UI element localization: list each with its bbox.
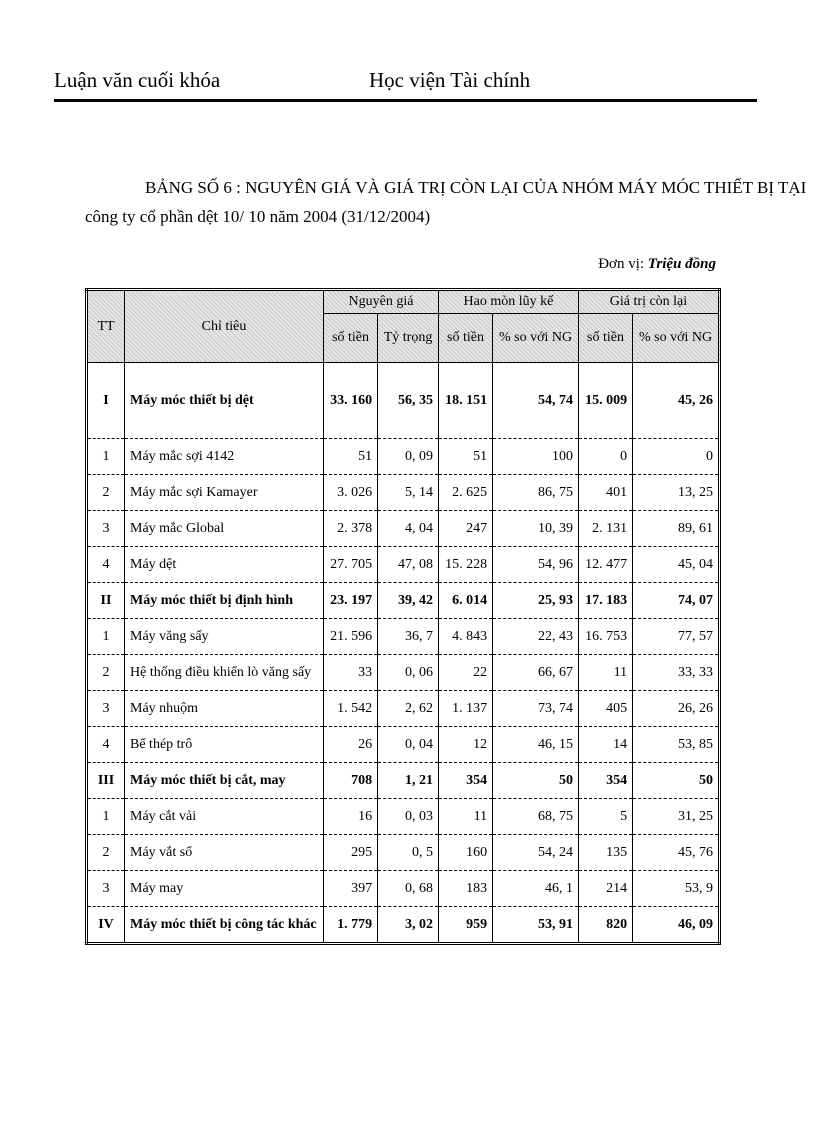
table-title-line2: công ty cổ phần dệt 10/ 10 năm 2004 (31/12/2004) (85, 207, 431, 226)
cell-con-lai-pct: 33, 33 (633, 655, 720, 691)
table-row (87, 619, 720, 655)
cell-nguyen-gia: 27. 705 (324, 547, 378, 583)
table-row (87, 691, 720, 727)
header-ng-so-tien: số tiền (324, 314, 378, 363)
cell-name: Bể thép trô (125, 727, 324, 763)
cell-con-lai: 354 (578, 763, 632, 799)
header-cl-so-tien: số tiền (578, 314, 632, 363)
cell-name: Máy móc thiết bị định hình (125, 583, 324, 619)
header-tt: TT (87, 290, 125, 363)
table-title-line1: BẢNG SỐ 6 : NGUYÊN GIÁ VÀ GIÁ TRỊ CÒN LẠI CỦA NHÓM MÁY MÓC THIẾT BỊ TẠI (145, 178, 807, 197)
cell-name: Máy may (125, 871, 324, 907)
cell-tt: 2 (87, 475, 125, 511)
cell-nguyen-gia: 397 (324, 871, 378, 907)
cell-nguyen-gia: 1. 542 (324, 691, 378, 727)
cell-con-lai: 5 (578, 799, 632, 835)
cell-con-lai: 401 (578, 475, 632, 511)
header-right: Học viện Tài chính (369, 68, 531, 92)
table-row (87, 547, 720, 583)
table-group-row (87, 363, 720, 439)
cell-con-lai-pct: 50 (633, 763, 720, 799)
header-left: Luận văn cuối khóa (54, 68, 221, 92)
cell-hao-mon: 247 (438, 511, 492, 547)
cell-ty-trong: 47, 08 (378, 547, 439, 583)
cell-name: Máy vắt sổ (125, 835, 324, 871)
table-group-row (87, 907, 720, 944)
cell-tt: 3 (87, 511, 125, 547)
cell-ty-trong: 0, 5 (378, 835, 439, 871)
cell-name: Máy cắt vải (125, 799, 324, 835)
unit-note (598, 256, 716, 273)
cell-ty-trong: 39, 42 (378, 583, 439, 619)
cell-hao-mon: 51 (438, 439, 492, 475)
cell-hao-mon: 959 (438, 907, 492, 944)
asset-table (85, 288, 721, 945)
cell-name: Máy dệt (125, 547, 324, 583)
cell-nguyen-gia: 26 (324, 727, 378, 763)
cell-con-lai-pct: 45, 76 (633, 835, 720, 871)
cell-tt: 2 (87, 835, 125, 871)
header-hm-pct: % so với NG (493, 314, 579, 363)
header-ty-trong: Tỷ trọng (378, 314, 439, 363)
cell-con-lai-pct: 53, 9 (633, 871, 720, 907)
cell-con-lai: 135 (578, 835, 632, 871)
header-hm-so-tien: số tiền (438, 314, 492, 363)
cell-hao-mon: 22 (438, 655, 492, 691)
cell-con-lai: 14 (578, 727, 632, 763)
cell-name: Hệ thống điều khiển lò văng sấy (125, 655, 324, 691)
cell-hao-mon-pct: 66, 67 (493, 655, 579, 691)
cell-ty-trong: 4, 04 (378, 511, 439, 547)
cell-ty-trong: 0, 03 (378, 799, 439, 835)
cell-hao-mon-pct: 86, 75 (493, 475, 579, 511)
cell-nguyen-gia: 23. 197 (324, 583, 378, 619)
cell-hao-mon-pct: 53, 91 (493, 907, 579, 944)
cell-hao-mon: 4. 843 (438, 619, 492, 655)
cell-nguyen-gia: 16 (324, 799, 378, 835)
cell-name: Máy mắc Global (125, 511, 324, 547)
cell-tt: 1 (87, 619, 125, 655)
table-row (87, 871, 720, 907)
table-body (87, 363, 720, 944)
cell-con-lai: 405 (578, 691, 632, 727)
header-nguyen-gia: Nguyên giá (324, 290, 439, 314)
cell-hao-mon-pct: 54, 74 (493, 363, 579, 439)
cell-tt: 3 (87, 691, 125, 727)
table-row (87, 439, 720, 475)
cell-hao-mon-pct: 46, 15 (493, 727, 579, 763)
cell-hao-mon-pct: 50 (493, 763, 579, 799)
cell-name: Máy mắc sợi Kamayer (125, 475, 324, 511)
cell-hao-mon: 15. 228 (438, 547, 492, 583)
cell-con-lai: 214 (578, 871, 632, 907)
cell-name: Máy mắc sợi 4142 (125, 439, 324, 475)
cell-tt: 4 (87, 547, 125, 583)
table-row (87, 799, 720, 835)
cell-tt: 1 (87, 439, 125, 475)
cell-nguyen-gia: 295 (324, 835, 378, 871)
cell-nguyen-gia: 33. 160 (324, 363, 378, 439)
cell-hao-mon: 183 (438, 871, 492, 907)
cell-con-lai-pct: 0 (633, 439, 720, 475)
table-row (87, 655, 720, 691)
cell-hao-mon-pct: 68, 75 (493, 799, 579, 835)
cell-name: Máy nhuộm (125, 691, 324, 727)
cell-con-lai-pct: 89, 61 (633, 511, 720, 547)
unit-value: Triệu đồng (647, 256, 716, 272)
cell-ty-trong: 0, 06 (378, 655, 439, 691)
cell-ty-trong: 36, 7 (378, 619, 439, 655)
cell-con-lai: 17. 183 (578, 583, 632, 619)
cell-nguyen-gia: 2. 378 (324, 511, 378, 547)
cell-nguyen-gia: 708 (324, 763, 378, 799)
header-con-lai: Giá trị còn lại (578, 290, 719, 314)
cell-con-lai: 15. 009 (578, 363, 632, 439)
cell-tt: 3 (87, 871, 125, 907)
cell-hao-mon-pct: 25, 93 (493, 583, 579, 619)
cell-con-lai-pct: 45, 04 (633, 547, 720, 583)
cell-tt: II (87, 583, 125, 619)
cell-ty-trong: 56, 35 (378, 363, 439, 439)
cell-hao-mon: 12 (438, 727, 492, 763)
cell-hao-mon-pct: 46, 1 (493, 871, 579, 907)
cell-ty-trong: 0, 04 (378, 727, 439, 763)
cell-name: Máy văng sấy (125, 619, 324, 655)
header-rule (54, 99, 757, 102)
cell-con-lai-pct: 46, 09 (633, 907, 720, 944)
cell-ty-trong: 5, 14 (378, 475, 439, 511)
cell-con-lai-pct: 53, 85 (633, 727, 720, 763)
cell-tt: IV (87, 907, 125, 944)
cell-ty-trong: 0, 68 (378, 871, 439, 907)
cell-hao-mon: 354 (438, 763, 492, 799)
cell-con-lai: 12. 477 (578, 547, 632, 583)
table-row (87, 727, 720, 763)
cell-hao-mon-pct: 54, 96 (493, 547, 579, 583)
cell-tt: 1 (87, 799, 125, 835)
header-chi-tieu: Chỉ tiêu (125, 290, 324, 363)
cell-nguyen-gia: 3. 026 (324, 475, 378, 511)
cell-tt: III (87, 763, 125, 799)
cell-hao-mon: 160 (438, 835, 492, 871)
cell-con-lai-pct: 45, 26 (633, 363, 720, 439)
cell-nguyen-gia: 51 (324, 439, 378, 475)
cell-con-lai: 11 (578, 655, 632, 691)
cell-nguyen-gia: 33 (324, 655, 378, 691)
cell-con-lai-pct: 26, 26 (633, 691, 720, 727)
cell-ty-trong: 3, 02 (378, 907, 439, 944)
cell-con-lai: 820 (578, 907, 632, 944)
cell-nguyen-gia: 1. 779 (324, 907, 378, 944)
cell-hao-mon-pct: 54, 24 (493, 835, 579, 871)
cell-hao-mon-pct: 10, 39 (493, 511, 579, 547)
cell-hao-mon-pct: 100 (493, 439, 579, 475)
cell-name: Máy móc thiết bị cắt, may (125, 763, 324, 799)
cell-con-lai-pct: 77, 57 (633, 619, 720, 655)
unit-label: Đơn vị: (598, 256, 645, 272)
table-row (87, 475, 720, 511)
table-row (87, 511, 720, 547)
cell-hao-mon: 1. 137 (438, 691, 492, 727)
cell-con-lai: 0 (578, 439, 632, 475)
cell-hao-mon: 6. 014 (438, 583, 492, 619)
cell-name: Máy móc thiết bị công tác khác (125, 907, 324, 944)
cell-con-lai-pct: 74, 07 (633, 583, 720, 619)
cell-tt: 2 (87, 655, 125, 691)
cell-con-lai-pct: 31, 25 (633, 799, 720, 835)
cell-con-lai: 2. 131 (578, 511, 632, 547)
cell-name: Máy móc thiết bị dệt (125, 363, 324, 439)
cell-hao-mon: 11 (438, 799, 492, 835)
cell-ty-trong: 1, 21 (378, 763, 439, 799)
cell-tt: I (87, 363, 125, 439)
cell-ty-trong: 0, 09 (378, 439, 439, 475)
header-hao-mon: Hao mòn lũy kế (438, 290, 578, 314)
cell-hao-mon-pct: 73, 74 (493, 691, 579, 727)
cell-hao-mon: 2. 625 (438, 475, 492, 511)
cell-ty-trong: 2, 62 (378, 691, 439, 727)
cell-con-lai-pct: 13, 25 (633, 475, 720, 511)
cell-nguyen-gia: 21. 596 (324, 619, 378, 655)
cell-hao-mon: 18. 151 (438, 363, 492, 439)
cell-tt: 4 (87, 727, 125, 763)
cell-hao-mon-pct: 22, 43 (493, 619, 579, 655)
table-group-row (87, 763, 720, 799)
table-group-row (87, 583, 720, 619)
table-row (87, 835, 720, 871)
header-cl-pct: % so với NG (633, 314, 720, 363)
cell-con-lai: 16. 753 (578, 619, 632, 655)
